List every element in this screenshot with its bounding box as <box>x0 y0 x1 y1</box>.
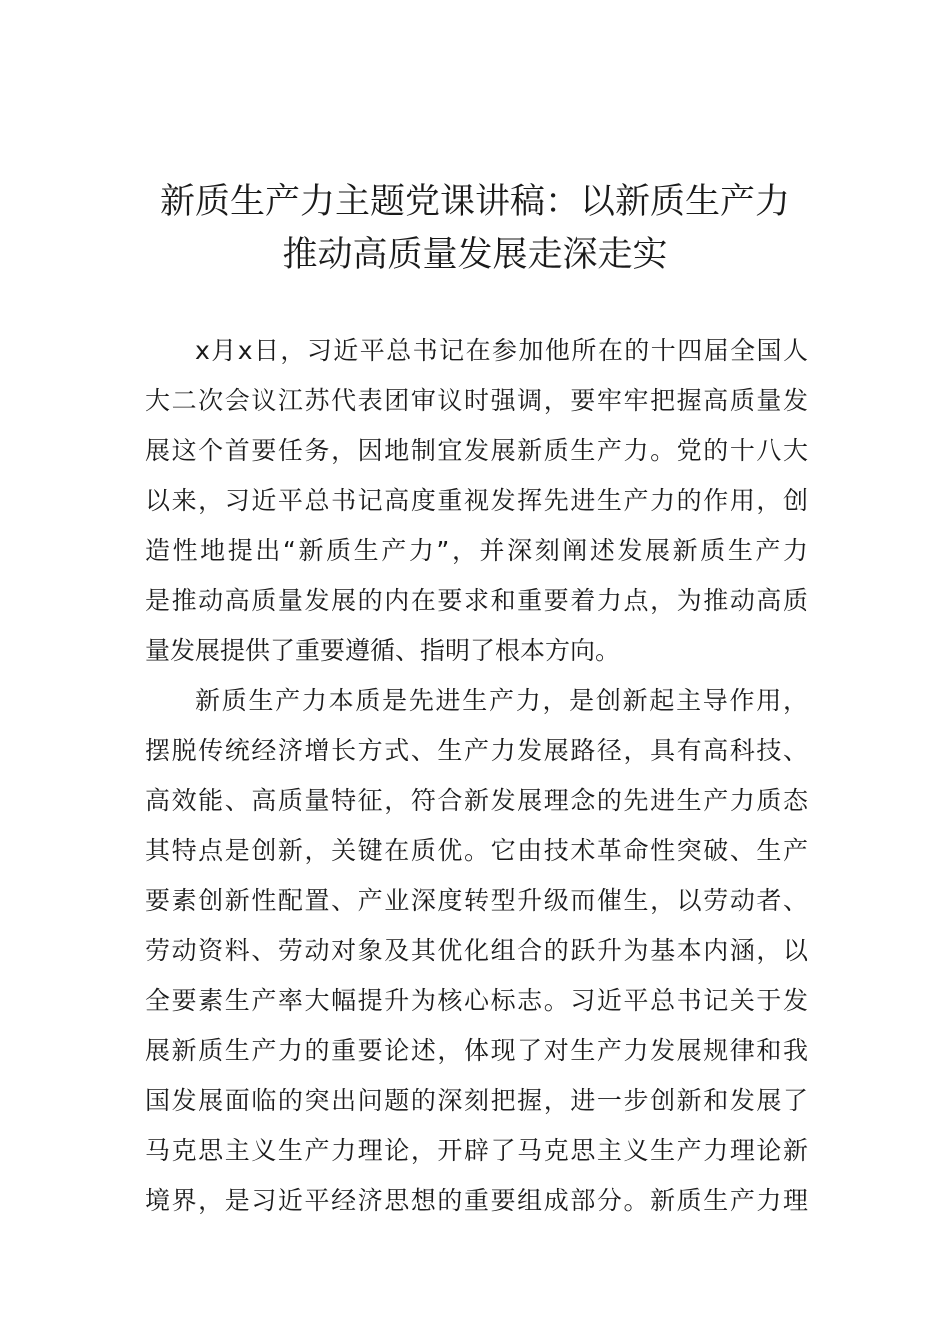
text-line: 马克思主义生产力理论，开辟了马克思主义生产力理论新 <box>145 1136 808 1165</box>
text-line: 全要素生产率大幅提升为核心标志。习近平总书记关于发 <box>145 986 808 1015</box>
text-line: 高效能、高质量特征，符合新发展理念的先进生产力质态 <box>145 786 808 815</box>
title-line-1: 新质生产力主题党课讲稿：以新质生产力 <box>159 182 790 222</box>
title-line-2: 推动高质量发展走深走实 <box>282 235 668 275</box>
text-line: 量发展提供了重要遵循、指明了根本方向。 <box>145 636 621 665</box>
text-line: 新质生产力本质是先进生产力，是创新起主导作用， <box>195 686 808 715</box>
text-line: 摆脱传统经济增长方式、生产力发展路径，具有高科技、 <box>145 736 808 765</box>
text-line: 展新质生产力的重要论述，体现了对生产力发展规律和我 <box>145 1036 808 1065</box>
text-line: 境界，是习近平经济思想的重要组成部分。新质生产力理 <box>145 1186 808 1215</box>
text-line: 造性地提出“新质生产力”，并深刻阐述发展新质生产力 <box>145 536 808 565</box>
paragraph-1 <box>145 326 808 676</box>
text-line: 要素创新性配置、产业深度转型升级而催生，以劳动者、 <box>145 886 808 915</box>
document-body <box>145 326 808 1226</box>
text-line: 劳动资料、劳动对象及其优化组合的跃升为基本内涵，以 <box>145 936 808 965</box>
paragraph-2 <box>145 676 808 1226</box>
text-line: 其特点是创新，关键在质优。它由技术革命性突破、生产 <box>145 836 808 865</box>
document-title <box>100 176 850 282</box>
text-line: 展这个首要任务，因地制宜发展新质生产力。党的十八大 <box>145 436 808 465</box>
text-line: 大二次会议江苏代表团审议时强调，要牢牢把握高质量发 <box>145 386 808 415</box>
text-line: 国发展面临的突出问题的深刻把握，进一步创新和发展了 <box>145 1086 808 1115</box>
text-line: x月x日，习近平总书记在参加他所在的十四届全国人 <box>195 336 808 365</box>
text-line: 是推动高质量发展的内在要求和重要着力点，为推动高质 <box>145 586 808 615</box>
text-line: 以来，习近平总书记高度重视发挥先进生产力的作用，创 <box>145 486 808 515</box>
